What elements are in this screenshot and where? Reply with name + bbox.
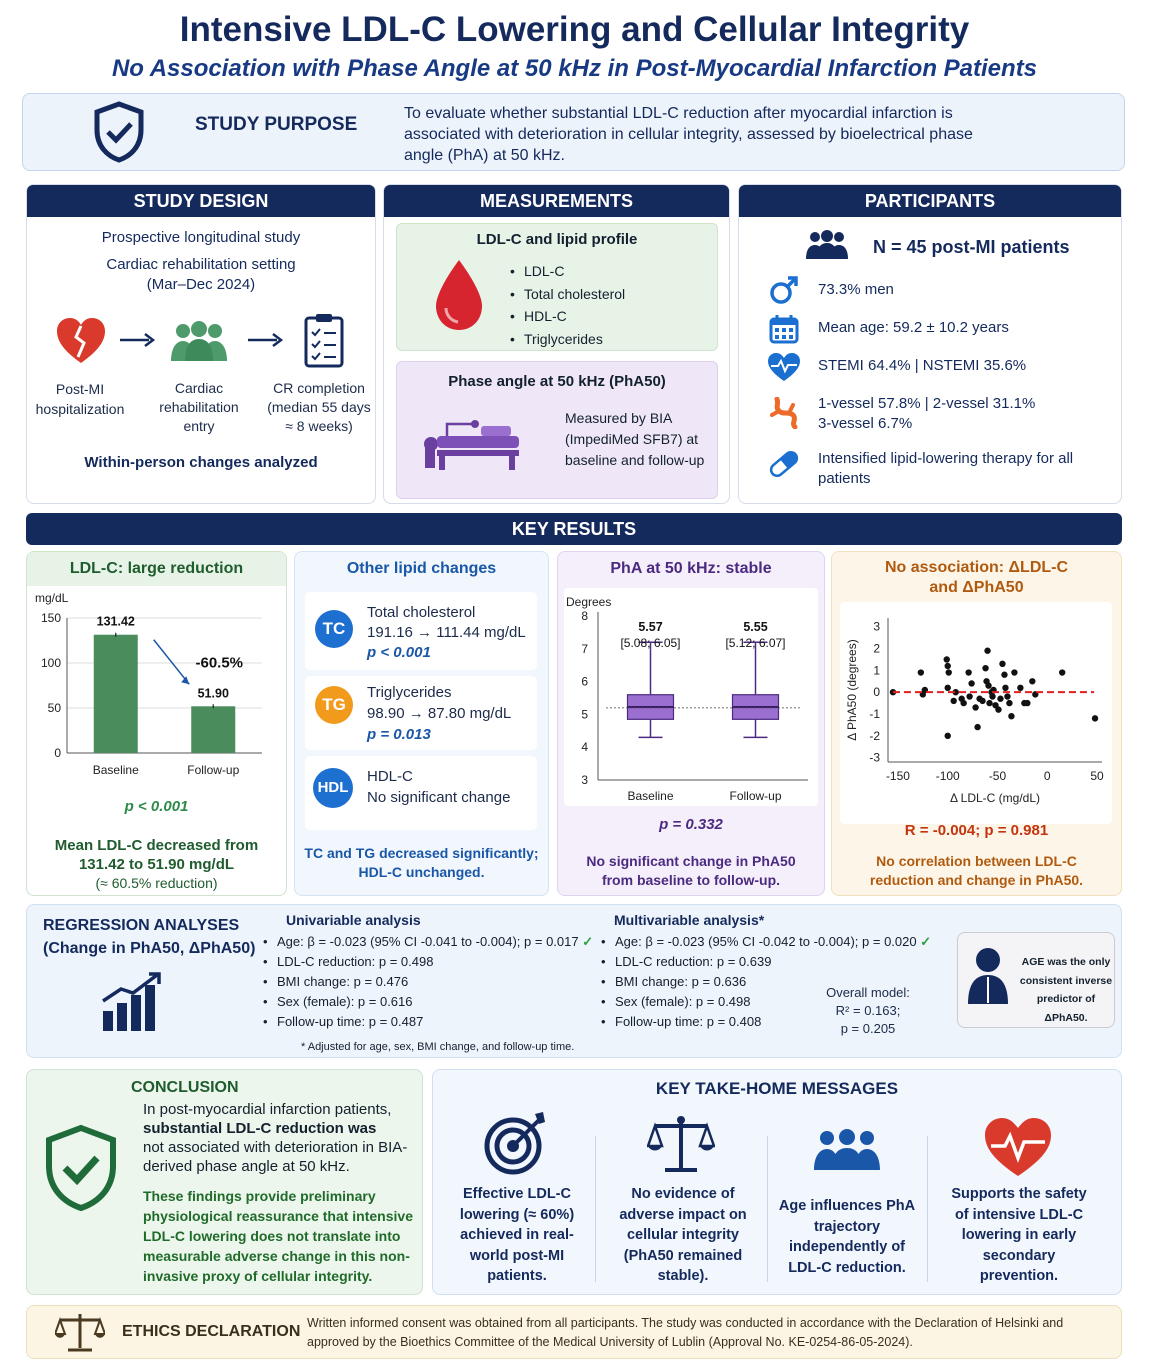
x-tick-label: Baseline — [92, 763, 139, 777]
takehome-item: Supports the safety of intensive LDL-C lowering in early secondary prevention. — [951, 1186, 1087, 1284]
data-point — [1008, 713, 1014, 719]
ldl-result-title: LDL-C: large reduction — [27, 552, 286, 586]
y-tick-label: 100 — [40, 656, 61, 670]
bar — [94, 635, 138, 753]
participants-stemi: STEMI 64.4% | NSTEMI 35.6% — [818, 357, 1027, 374]
participants-vessel1: 1-vessel 57.8% | 2-vessel 31.1% — [818, 395, 1036, 412]
tg-values: 98.90 → 87.80 mg/dL — [367, 705, 512, 722]
overall-model-2: R² = 0.163; — [835, 1003, 901, 1018]
y-tick-label: 3 — [581, 773, 588, 787]
lipid-profile-title: LDL-C and lipid profile — [476, 231, 638, 248]
regression-title: REGRESSION ANALYSES — [43, 917, 240, 934]
ldl-p-value: p < 0.001 — [124, 798, 189, 815]
other-lipids-title: Other lipid changes — [346, 560, 497, 577]
univariable-list — [263, 932, 593, 1032]
other-lipids-panel — [294, 551, 549, 896]
y-axis-label: Degrees — [566, 595, 612, 609]
data-point — [1006, 700, 1012, 706]
lipid-item: • HDL-C — [510, 305, 625, 328]
conclusion-p1-a: In post-myocardial infarction patients, — [143, 1101, 392, 1118]
y-axis-label: mg/dL — [35, 591, 69, 605]
lipid-items-list — [510, 260, 625, 350]
y-tick-label: -1 — [869, 707, 880, 721]
tc-values: 191.16 → 111.44 mg/dL — [367, 624, 526, 641]
y-tick-label: 5 — [581, 707, 588, 722]
y-tick-label: 150 — [40, 611, 61, 625]
y-tick-label: 4 — [581, 740, 588, 755]
scatter-plot — [840, 604, 1112, 824]
step-cr-completion: CR completion (median 55 days ≈ 8 weeks) — [267, 380, 371, 434]
x-tick-label: Follow-up — [729, 789, 782, 803]
multivariable-item: • Age: β = -0.023 (95% CI -0.042 to -0.004); p = 0.020 ✓ — [601, 932, 931, 952]
age-predictor-text: AGE was the only consistent inverse predictor of ΔPhA50. — [1019, 956, 1113, 1024]
clipboard-checklist-icon — [303, 312, 345, 368]
data-point — [1024, 700, 1030, 706]
tc-row — [305, 592, 537, 670]
phase-angle-text: Measured by BIA (ImpediMed SFB7) at baseline and follow-up — [565, 410, 705, 468]
study-purpose-label: STUDY PURPOSE — [195, 114, 358, 135]
y-tick-label: 2 — [873, 641, 880, 656]
multivariable-item: • Follow-up time: p = 0.408 — [601, 1012, 931, 1032]
data-point — [945, 685, 951, 691]
association-panel — [831, 551, 1122, 896]
step-rehab-entry: Cardiac rehabilitation entry — [159, 380, 239, 434]
y-tick-label: 3 — [873, 619, 880, 634]
conclusion-para1 — [143, 1100, 413, 1176]
ldl-bar-chart — [27, 588, 288, 788]
conclusion-p1-b: substantial LDL-C reduction was — [143, 1120, 377, 1137]
participants-panel — [738, 184, 1122, 504]
association-title: No association: ΔLDL-C and ΔPhA50 — [884, 559, 1069, 596]
tc-name: Total cholesterol — [367, 604, 476, 621]
median-label: 5.57 — [638, 620, 663, 635]
reduction-arrowhead — [181, 676, 189, 684]
univariable-title: Univariable analysis — [286, 912, 421, 928]
data-point — [1011, 669, 1017, 675]
hdl-values: No significant change — [367, 789, 511, 806]
data-point — [965, 669, 971, 675]
group-people-icon — [813, 1128, 881, 1172]
regression-footnote: * Adjusted for age, sex, BMI change, and follow-up time. — [301, 1041, 575, 1053]
data-point — [979, 698, 985, 704]
data-point — [982, 665, 988, 671]
y-tick-label: -3 — [869, 750, 880, 765]
y-tick-label: 1 — [873, 663, 880, 678]
data-point — [1004, 693, 1010, 699]
ethics-text: Written informed consent was obtained from all participants. The study was conducted in accordance with the Declaration of Helsinki and approved by the Bioethics Committee of the Medical University of Lublin (Approval No. KE-0254-86-05-2024). — [307, 1316, 1064, 1349]
ldl-result-panel — [26, 551, 287, 896]
group-people-icon — [169, 321, 229, 363]
design-line2: Cardiac rehabilitation setting — [106, 256, 296, 273]
tc-p: p < 0.001 — [367, 644, 431, 661]
univariable-item: • LDL-C reduction: p = 0.498 — [263, 952, 593, 972]
data-point — [946, 669, 952, 675]
ldl-summary-1: Mean LDL-C decreased from — [54, 837, 259, 854]
y-tick-label: 0 — [54, 746, 61, 760]
data-point — [1029, 678, 1035, 684]
x-tick-label: 0 — [1043, 769, 1051, 783]
x-tick-label: -150 — [885, 769, 910, 783]
data-point — [950, 698, 956, 704]
lipid-item: • Total cholesterol — [510, 283, 625, 306]
y-tick-label: 0 — [873, 685, 880, 700]
tc-badge: TC — [315, 610, 353, 648]
vessel-icon — [769, 397, 799, 429]
ethics-panel — [26, 1305, 1122, 1359]
data-point — [966, 693, 972, 699]
data-point — [997, 696, 1003, 702]
univariable-item: • BMI change: p = 0.476 — [263, 972, 593, 992]
heart-pulse-icon — [767, 352, 801, 382]
shield-check-green-icon — [43, 1124, 119, 1212]
phase-angle-box — [396, 361, 718, 499]
data-point — [1017, 685, 1023, 691]
pha-result-panel — [557, 551, 825, 896]
hdl-badge: HDL — [313, 768, 353, 808]
y-tick-label: 8 — [581, 609, 588, 623]
shield-check-icon — [91, 100, 147, 164]
pill-capsule-icon — [767, 449, 801, 479]
design-line3: (Mar–Dec 2024) — [146, 276, 256, 293]
univariable-item: • Sex (female): p = 0.616 — [263, 992, 593, 1012]
multivariable-item: • BMI change: p = 0.636 — [601, 972, 931, 992]
data-label: 131.42 — [96, 614, 135, 629]
hdl-row — [305, 756, 537, 830]
calendar-icon — [769, 314, 799, 344]
measurements-panel — [383, 184, 730, 504]
y-tick-label: 7 — [581, 641, 588, 656]
participants-n: N = 45 post-MI patients — [873, 237, 1070, 257]
study-purpose-panel — [22, 93, 1125, 171]
bar-chart-growth-icon — [99, 971, 165, 1033]
step-post-mi: Post-MI hospitalization — [35, 381, 125, 417]
data-point — [985, 682, 991, 688]
data-point — [945, 663, 951, 669]
reduction-label: -60.5% — [195, 654, 244, 672]
association-stat: R = -0.004; p = 0.981 — [904, 822, 1049, 839]
data-point — [995, 706, 1001, 712]
data-point — [945, 733, 951, 739]
data-point — [974, 724, 980, 730]
page-title: Intensive LDL-C Lowering and Cellular Integrity — [179, 10, 970, 49]
reduction-arrow — [154, 640, 190, 685]
y-tick-label: 6 — [581, 674, 588, 689]
male-symbol-icon — [769, 275, 799, 305]
overall-model-3: p = 0.205 — [840, 1021, 896, 1036]
data-label: 51.90 — [197, 686, 229, 701]
conclusion-title: CONCLUSION — [131, 1079, 239, 1096]
page-subtitle: No Association with Phase Angle at 50 kHz in Post-Myocardial Infarction Patients — [111, 55, 1038, 82]
pha-result-title: PhA at 50 kHz: stable — [610, 560, 772, 577]
tg-p: p = 0.013 — [367, 726, 431, 743]
pha-box-plot — [564, 592, 818, 806]
takehome-title: KEY TAKE-HOME MESSAGES — [655, 1079, 899, 1098]
arrow-right-icon — [247, 333, 283, 347]
multivariable-title: Multivariable analysis* — [614, 912, 765, 928]
regression-subtitle: (Change in PhA50, ΔPhA50) — [43, 940, 256, 957]
data-point — [972, 704, 978, 710]
heart-pulse-icon — [983, 1116, 1053, 1178]
lipid-item: • Triglycerides — [510, 328, 625, 351]
iqr-label: [5.12; 6.07] — [725, 636, 786, 651]
data-point — [944, 656, 950, 662]
bia-device-bed-icon — [421, 406, 525, 476]
ldl-summary-2: 131.42 to 51.90 mg/dL — [78, 856, 235, 873]
participants-age: Mean age: 59.2 ± 10.2 years — [818, 319, 1009, 336]
person-icon — [966, 947, 1010, 1005]
participants-men: 73.3% men — [818, 281, 894, 298]
broken-heart-icon — [55, 317, 107, 365]
median-label: 5.55 — [743, 620, 768, 635]
pha-footer: No significant change in PhA50 from baseline to follow-up. — [586, 853, 796, 888]
x-tick-label: -100 — [935, 769, 960, 783]
takehome-item: Age influences PhA trajectory independently of LDL-C reduction. — [778, 1198, 916, 1276]
participants-vessel2: 3-vessel 6.7% — [818, 415, 913, 432]
phase-angle-title: Phase angle at 50 kHz (PhA50) — [448, 373, 666, 390]
univariable-item: • Age: β = -0.023 (95% CI -0.041 to -0.004); p = 0.017 ✓ — [263, 932, 593, 952]
takehome-panel — [432, 1069, 1122, 1295]
data-point — [918, 669, 924, 675]
overall-model-1: Overall model: — [826, 985, 910, 1000]
blood-drop-icon — [432, 258, 486, 332]
data-point — [999, 661, 1005, 667]
people-group-icon — [805, 229, 849, 261]
balance-scale-icon — [55, 1312, 105, 1352]
design-line1: Prospective longitudinal study — [101, 229, 301, 246]
iqr-label: [5.08; 6.05] — [620, 636, 681, 651]
tg-badge: TG — [315, 686, 353, 724]
association-footer: No correlation between LDL-C reduction and change in PhA50. — [869, 853, 1084, 888]
y-tick-label: -2 — [869, 728, 880, 743]
multivariable-item: • LDL-C reduction: p = 0.639 — [601, 952, 931, 972]
key-results-header: KEY RESULTS — [26, 513, 1122, 545]
study-purpose-text: To evaluate whether substantial LDL-C reduction after myocardial infarction is associated with deterioration in cellular integrity, assessed by bioelectrical phase angle (PhA) at 50 kHz. — [404, 105, 973, 164]
measurements-header: MEASUREMENTS — [384, 185, 729, 217]
lipid-profile-box — [396, 223, 718, 351]
lipid-item: • LDL-C — [510, 260, 625, 283]
tg-name: Triglycerides — [367, 684, 452, 701]
ethics-title: ETHICS DECLARATION — [122, 1323, 301, 1340]
takehome-item: No evidence of adverse impact on cellular integrity (PhA50 remained stable). — [619, 1186, 747, 1284]
data-point — [1059, 669, 1065, 675]
study-design-header: STUDY DESIGN — [27, 185, 375, 217]
tg-row — [305, 676, 537, 750]
bar — [191, 706, 235, 753]
data-point — [968, 680, 974, 686]
conclusion-para2: These findings provide preliminary physiological reassurance that intensive LDL-C lowering does not translate into measurable adverse change in this non-invasive proxy of cellular integrity. — [143, 1188, 413, 1284]
univariable-item: • Follow-up time: p = 0.487 — [263, 1012, 593, 1032]
hdl-name: HDL-C — [367, 768, 413, 785]
x-tick-label: 50 — [1090, 769, 1104, 783]
participants-header: PARTICIPANTS — [739, 185, 1121, 217]
x-tick-label: -50 — [988, 769, 1007, 783]
regression-panel — [26, 904, 1122, 1058]
other-lipids-footer: TC and TG decreased significantly; HDL-C unchanged. — [304, 845, 539, 880]
age-predictor-box — [957, 932, 1115, 1028]
conclusion-panel — [26, 1069, 423, 1295]
study-design-panel — [26, 184, 376, 504]
ldl-summary-3: (≈ 60.5% reduction) — [95, 875, 218, 891]
x-tick-label: Baseline — [627, 789, 674, 803]
target-icon — [483, 1110, 549, 1176]
participants-therapy: Intensified lipid-lowering therapy for all patients — [818, 450, 1074, 487]
data-point — [1001, 672, 1007, 678]
conclusion-p1-c: not associated with deterioration in BIA-derived phase angle at 50 kHz. — [143, 1139, 408, 1175]
data-point — [989, 693, 995, 699]
takehome-item: Effective LDL-C lowering (≈ 60%) achieved in real-world post-MI patients. — [459, 1186, 575, 1284]
data-point — [960, 700, 966, 706]
arrow-right-icon — [119, 333, 155, 347]
data-point — [1002, 685, 1008, 691]
x-tick-label: Follow-up — [187, 763, 240, 777]
multivariable-item: • Sex (female): p = 0.498 — [601, 992, 931, 1012]
design-footer: Within-person changes analyzed — [84, 454, 318, 471]
balance-scale-icon — [647, 1114, 715, 1174]
data-point — [984, 648, 990, 654]
y-axis-label: Δ PhA50 (degrees) — [845, 639, 859, 741]
x-axis-label: Δ LDL-C (mg/dL) — [949, 791, 1041, 805]
data-point — [1092, 715, 1098, 721]
data-point — [986, 700, 992, 706]
pha-p-value: p = 0.332 — [659, 816, 723, 833]
y-tick-label: 50 — [47, 701, 61, 715]
